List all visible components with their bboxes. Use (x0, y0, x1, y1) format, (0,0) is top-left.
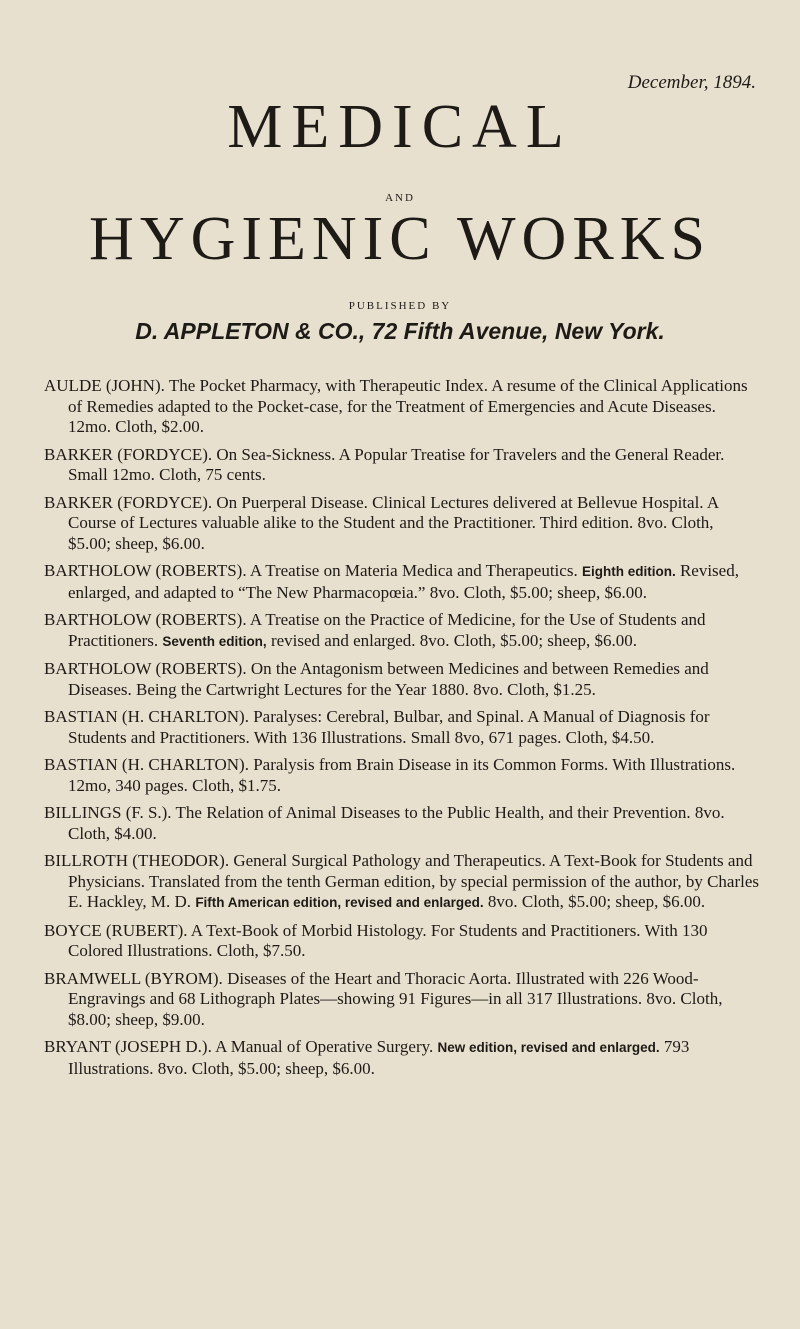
entry-author: BASTIAN (H. CHARLTON). (44, 755, 249, 774)
entry-author: BARTHOLOW (ROBERTS). (44, 561, 247, 580)
entry-author: BILLROTH (THEODOR). (44, 851, 230, 870)
book-entry (44, 659, 760, 700)
entry-author: BASTIAN (H. CHARLTON). (44, 707, 249, 726)
book-entry (44, 921, 760, 962)
entry-author: BARTHOLOW (ROBERTS). (44, 610, 247, 629)
entry-text: General Surgical Pathology and Therapeutics. A Text-Book for Students and Physicians. Translated from the tenth German edition, by special permission of the author, by Charles E. Hackley, M. D. (68, 851, 759, 911)
book-entry (44, 969, 760, 1031)
entry-text: On Puerperal Disease. Clinical Lectures delivered at Bellevue Hospital. A Course of Lectures valuable alike to the Student and the Practitioner. Third edition. 8vo. Cloth, $5.00; sheep, $6.00. (68, 492, 719, 553)
entry-author: BARTHOLOW (ROBERTS). (44, 659, 247, 678)
entry-text: Paralyses: Cerebral, Bulbar, and Spinal. A Manual of Diagnosis for Students and Practitioners. With 136 Illustrations. Small 8vo, 671 pages. Cloth, $4.50. (68, 707, 710, 747)
book-entry (44, 1037, 760, 1079)
entry-tail: 8vo. Cloth, $5.00; sheep, $6.00. (487, 892, 706, 911)
entry-edition: Seventh edition, (162, 633, 267, 649)
entry-edition: Fifth American edition, revised and enlarged. (195, 895, 484, 910)
entry-text: Diseases of the Heart and Thoracic Aorta. Illustrated with 226 Wood-Engravings and 68 Lithograph Plates—showing 91 Figures—in all 317 Illustrations. 8vo. Cloth, $8.00; sheep, $9.00. (68, 968, 723, 1029)
entry-text: On the Antagonism between Medicines and between Remedies and Diseases. Being the Cartwright Lectures for the Year 1880. 8vo. Cloth, $1.25. (68, 659, 709, 699)
entry-text: Paralysis from Brain Disease in its Common Forms. With Illustrations. 12mo, 340 pages. Cloth, $1.75. (68, 755, 736, 795)
entry-text: A Manual of Operative Surgery. (215, 1037, 434, 1056)
entry-edition: New edition, revised and enlarged. (437, 1040, 660, 1055)
issue-date: December, 1894. (627, 72, 756, 93)
entry-author: AULDE (JOHN). (44, 376, 165, 395)
book-entry (44, 851, 760, 914)
book-entry (44, 376, 760, 438)
title-hygienic-works: HYGIENIC WORKS (89, 205, 711, 273)
entry-tail: revised and enlarged. 8vo. Cloth, $5.00; sheep, $6.00. (270, 630, 638, 650)
book-entry (44, 803, 760, 844)
entry-text: The Pocket Pharmacy, with Therapeutic Index. A resume of the Clinical Applications of Remedies adapted to the Pocket-case, for the Treatment of Emergencies and Acute Diseases. 12mo. Cloth, $2.00. (68, 376, 748, 436)
entry-author: BARKER (FORDYCE). (44, 492, 213, 512)
book-entry (44, 707, 760, 748)
publisher-line: D. APPLETON & CO., 72 Fifth Avenue, New York. (135, 318, 665, 344)
entry-text: A Treatise on Materia Medica and Therapeutics. (249, 561, 578, 580)
book-entry (44, 493, 760, 555)
entry-text: The Relation of Animal Diseases to the Public Health, and their Prevention. 8vo. Cloth, $4.00. (68, 803, 725, 843)
entry-author: BRYANT (JOSEPH D.). (44, 1037, 212, 1056)
entry-author: BILLINGS (F. S.). (44, 803, 172, 822)
title-medical: MEDICAL (227, 93, 573, 161)
entry-edition: Eighth edition. (581, 564, 676, 579)
book-list (44, 376, 760, 1086)
book-entry (44, 445, 760, 486)
published-by-label: PUBLISHED BY (348, 300, 452, 312)
entry-text: A Text-Book of Morbid Histology. For Students and Practitioners. With 130 Colored Illustrations. Cloth, $7.50. (68, 920, 708, 960)
entry-text: A Treatise on the Practice of Medicine, for the Use of Students and Practitioners. (68, 610, 706, 650)
entry-author: BRAMWELL (BYROM). (44, 968, 223, 988)
entry-text: On Sea-Sickness. A Popular Treatise for Travelers and the General Reader. Small 12mo. Cloth, 75 cents. (68, 444, 725, 484)
entry-tail: Revised, enlarged, and adapted to “The New Pharmacopœia.” 8vo. Cloth, $5.00; sheep, $6.00. (68, 561, 739, 602)
book-entry (44, 755, 760, 796)
entry-tail: 793 Illustrations. 8vo. Cloth, $5.00; sheep, $6.00. (68, 1037, 690, 1078)
book-entry (44, 610, 760, 652)
entry-author: BOYCE (RUBERT). (44, 920, 188, 940)
entry-author: BARKER (FORDYCE). (44, 444, 213, 464)
book-entry (44, 561, 760, 603)
title-and: AND (385, 192, 415, 204)
